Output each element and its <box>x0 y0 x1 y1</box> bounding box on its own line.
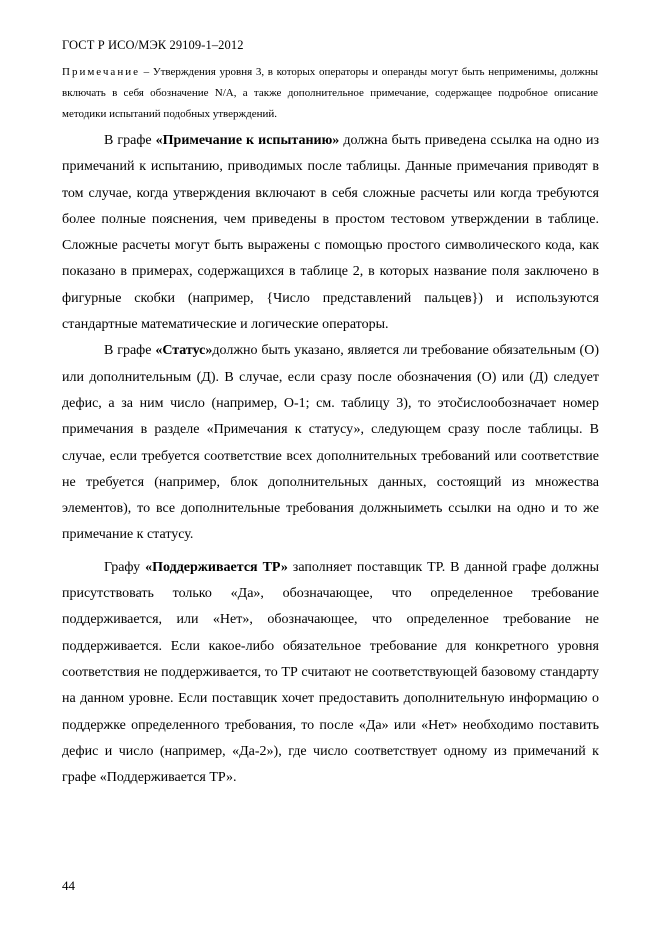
paragraph-pre: Графу <box>104 559 146 575</box>
paragraph-supported <box>62 555 599 792</box>
note-label: Примечание <box>62 66 140 78</box>
paragraph-test-note <box>62 128 599 338</box>
note-dash: – <box>139 66 153 78</box>
note-text: Утверждения уровня 3, в которых операторы и операнды могут быть неприменимы, должны включать в себя обозначение N/A, а также дополнительное примечание, содержащее подробное описание методики испытаний подобных утверждений. <box>62 66 598 120</box>
paragraph-body: должно быть указано, является ли требование обязательным (О) или дополнительным (Д). В случае, если сразу после обозначения (О) или (Д) следует дефис, а за ним число (например, О-1; см. таблицу 3), то этočислообозначает номер примечания в разделе «Примечания к статусу», следующем сразу после таблицы. В случае, если требуется соответствие всех дополнительных требований или соответствие не требуется (например, блок дополнительных данных, состоящий из множества элементов), то все дополнительные требования должныиметь ссылки на одно и то же примечание к статусу. <box>62 343 599 543</box>
main-text <box>62 128 599 791</box>
paragraph-pre: В графе <box>104 343 156 359</box>
note-paragraph <box>62 62 598 125</box>
paragraph-status <box>62 338 599 548</box>
standard-header: ГОСТ Р ИСО/МЭК 29109-1–2012 <box>62 38 244 52</box>
column-name-test-note: «Примечание к испытанию» <box>155 133 340 148</box>
paragraph-pre: В графе <box>104 133 156 148</box>
page-number: 44 <box>62 878 75 893</box>
paragraph-body: должна быть приведена ссылка на одно из примечаний к испытанию, приводимых после таблицы. Данные примечания приводят в том случае, когда утверждения включают в себя сложные расчеты или когда требуются более полные пояснения, чем приведены в простом тестовом утверждении в таблице. Сложные расчеты могут быть выражены с помощью простого символического кода, как показано в примерах, содержащихся в таблице 2, в которых название поля заключено в фигурные скобки (например, {Число представлений пальцев}) и используются стандартные математические и логические операторы. <box>62 133 599 333</box>
column-name-status: «Статус» <box>155 343 213 359</box>
column-name-supported: «Поддерживается ТР» <box>145 559 288 575</box>
paragraph-body: заполняет поставщик ТР. В данной графе должны присутствовать только «Да», обозначающее, что определенное требование поддерживается, или «Нет», обозначающее, что определенное требование не поддерживается. Если какое-либо обязательное требование для конкретного уровня соответствия не поддерживается, то ТР считают не соответствующей базовому стандарту на данном уровне. Если поставщик хочет предоставить дополнительную информацию о поддержке определенного требования, то после «Да» или «Нет» необходимо поставить дефис и число (например, «Да-2»), где число соответствует одному из примечаний к графе «Поддерживается ТР». <box>62 559 599 786</box>
